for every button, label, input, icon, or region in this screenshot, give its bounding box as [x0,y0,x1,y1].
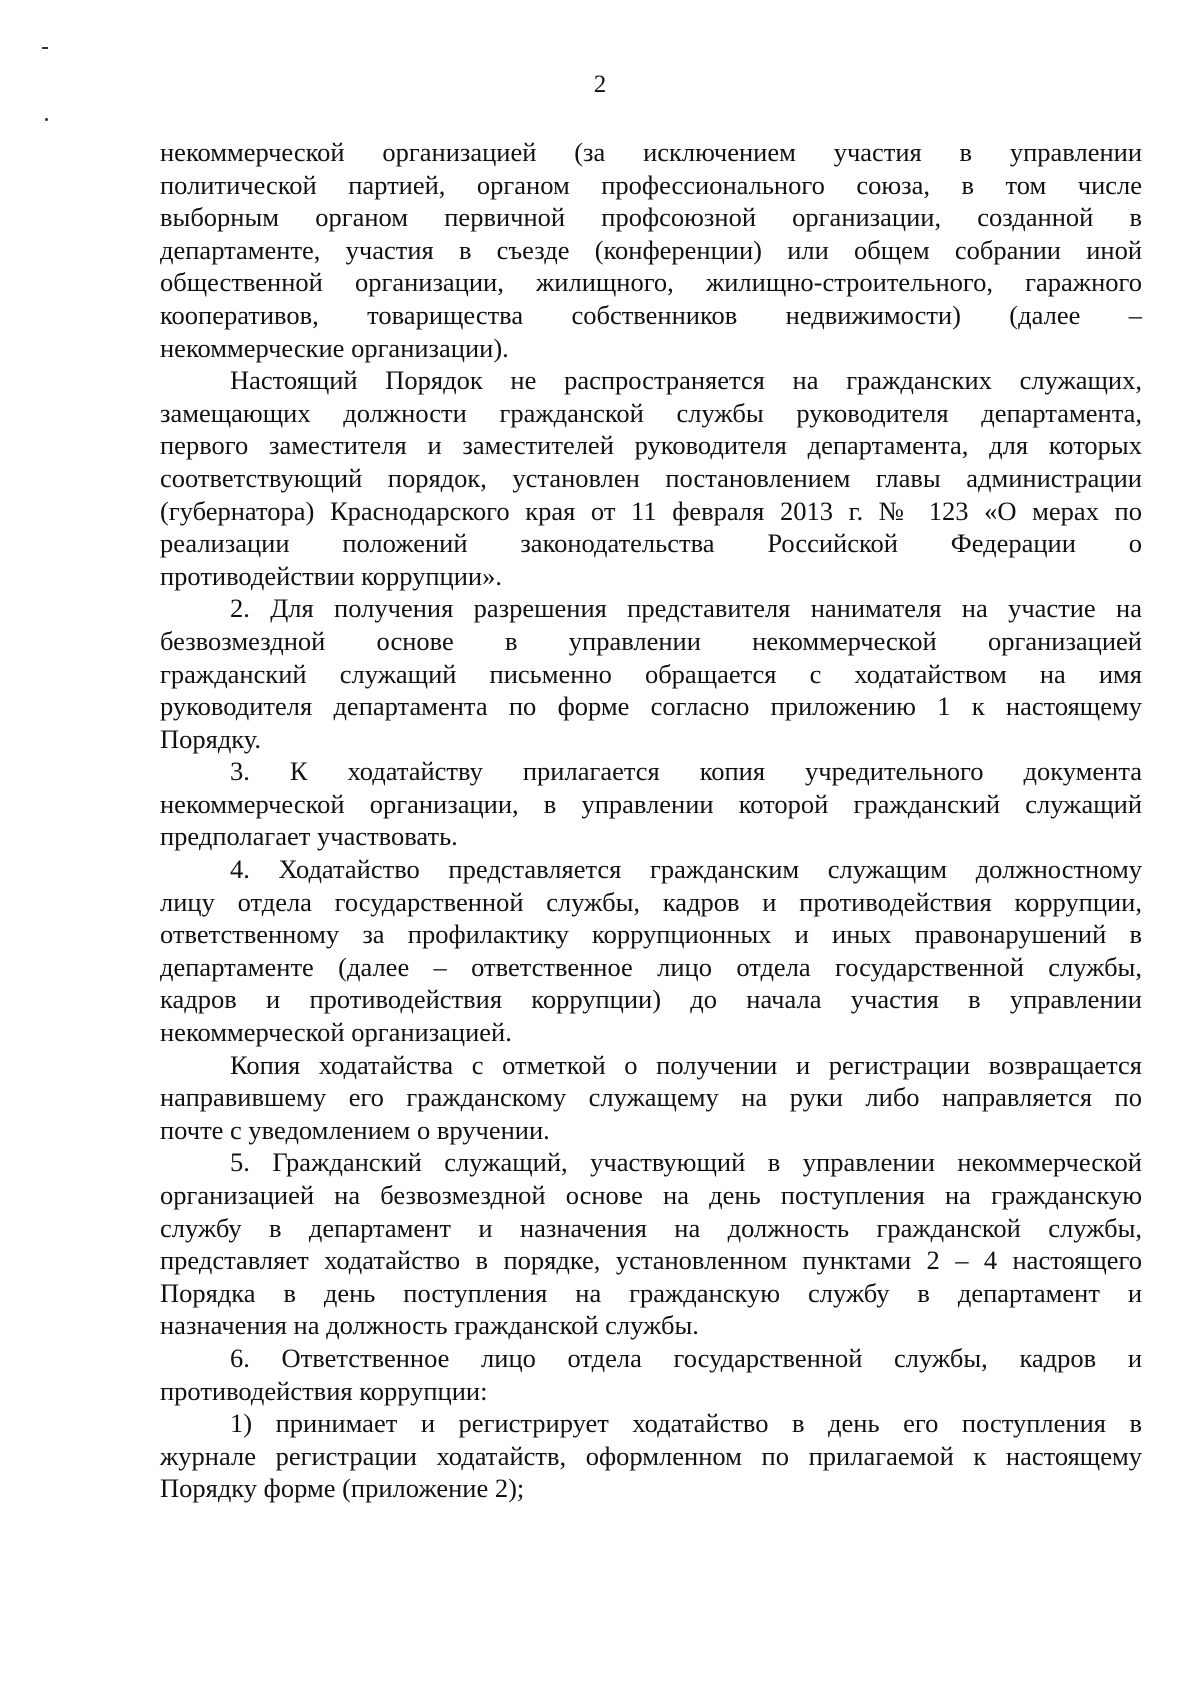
paragraph [160,1407,1142,1505]
paragraph [160,1146,1142,1342]
text-line: 4. Ходатайство представляется гражданским служащим должностному [230,854,1142,885]
text-line: Порядку. [160,723,262,754]
text-line: (губернатора) Краснодарского края от 11 февраля 2013 г. № 123 «О мерах по [160,495,1142,526]
paragraph [160,1342,1142,1407]
scan-artifact-dot [45,118,48,121]
text-line: 1) принимает и регистрирует ходатайство в день его поступления в [230,1408,1142,1439]
text-line: службу в департамент и назначения на должность гражданской службы, [160,1212,1142,1243]
text-line: противодействии коррупции». [160,560,502,591]
text-line: департаменте, участия в съезде (конференции) или общем собрании иной [160,234,1142,265]
paragraph [160,592,1142,755]
text-line: безвозмездной основе в управлении некоммерческой организацией [160,625,1142,656]
text-line: руководителя департамента по форме согласно приложению 1 к настоящему [160,691,1142,722]
text-line: кооперативов, товарищества собственников недвижимости) (далее – [160,299,1142,330]
text-line: лицу отдела государственной службы, кадров и противодействия коррупции, [160,886,1142,917]
text-line: некоммерческой организации, в управлении которой гражданский служащий [160,788,1142,819]
text-line: некоммерческой организацией. [160,1017,512,1048]
text-line: некоммерческой организацией (за исключением участия в управлении [160,137,1142,167]
text-line: 5. Гражданский служащий, участвующий в управлении некоммерческой [230,1147,1142,1178]
text-line: политической партией, органом профессионального союза, в том числе [160,169,1142,200]
text-line: некоммерческие организации). [160,332,509,363]
text-line: предполагает участвовать. [160,821,458,852]
paragraph [160,364,1142,592]
text-line: почте с уведомлением о вручении. [160,1114,550,1145]
page-number: 2 [593,71,607,98]
text-line: представляет ходатайство в порядке, установленном пунктами 2 – 4 настоящего [160,1245,1142,1276]
text-line: противодействия коррупции: [160,1375,488,1406]
text-line: департаменте (далее – ответственное лицо отдела государственной службы, [160,951,1142,982]
text-line: замещающих должности гражданской службы руководителя департамента, [160,397,1142,428]
text-line: 3. К ходатайству прилагается копия учредительного документа [230,756,1142,787]
text-line: кадров и противодействия коррупции) до начала участия в управлении [160,984,1142,1015]
text-line: реализации положений законодательства Российской Федерации о [160,528,1142,559]
text-line: гражданский служащий письменно обращается с ходатайством на имя [160,658,1142,689]
text-line: Порядка в день поступления на гражданскую службу в департамент и [160,1277,1142,1308]
paragraph [160,136,1142,364]
text-line: общественной организации, жилищного, жилищно-строительного, гаражного [160,267,1142,298]
text-line: журнале регистрации ходатайств, оформленном по прилагаемой к настоящему [160,1440,1142,1471]
paragraph [160,755,1142,853]
paragraph [160,853,1142,1049]
text-line: первого заместителя и заместителей руководителя департамента, для которых [160,430,1142,461]
text-line: организацией на безвозмездной основе на день поступления на гражданскую [160,1180,1142,1210]
paragraph [160,1049,1142,1147]
text-line: Порядку форме (приложение 2); [160,1473,525,1504]
text-line: назначения на должность гражданской службы. [160,1310,699,1341]
text-line: 6. Ответственное лицо отдела государственной службы, кадров и [230,1342,1142,1373]
text-line: Копия ходатайства с отметкой о получении и регистрации возвращается [230,1049,1142,1080]
text-line: соответствующий порядок, установлен постановлением главы администрации [160,462,1142,493]
scan-artifact-mark [42,47,48,49]
text-line: выборным органом первичной профсоюзной организации, созданной в [160,202,1142,233]
document-body [160,136,1142,1505]
text-line: направившему его гражданскому служащему на руки либо направляется по [160,1082,1142,1113]
text-line: ответственному за профилактику коррупционных и иных правонарушений в [160,919,1142,950]
text-line: 2. Для получения разрешения представителя нанимателя на участие на [230,593,1142,624]
text-line: Настоящий Порядок не распространяется на гражданских служащих, [230,365,1142,396]
